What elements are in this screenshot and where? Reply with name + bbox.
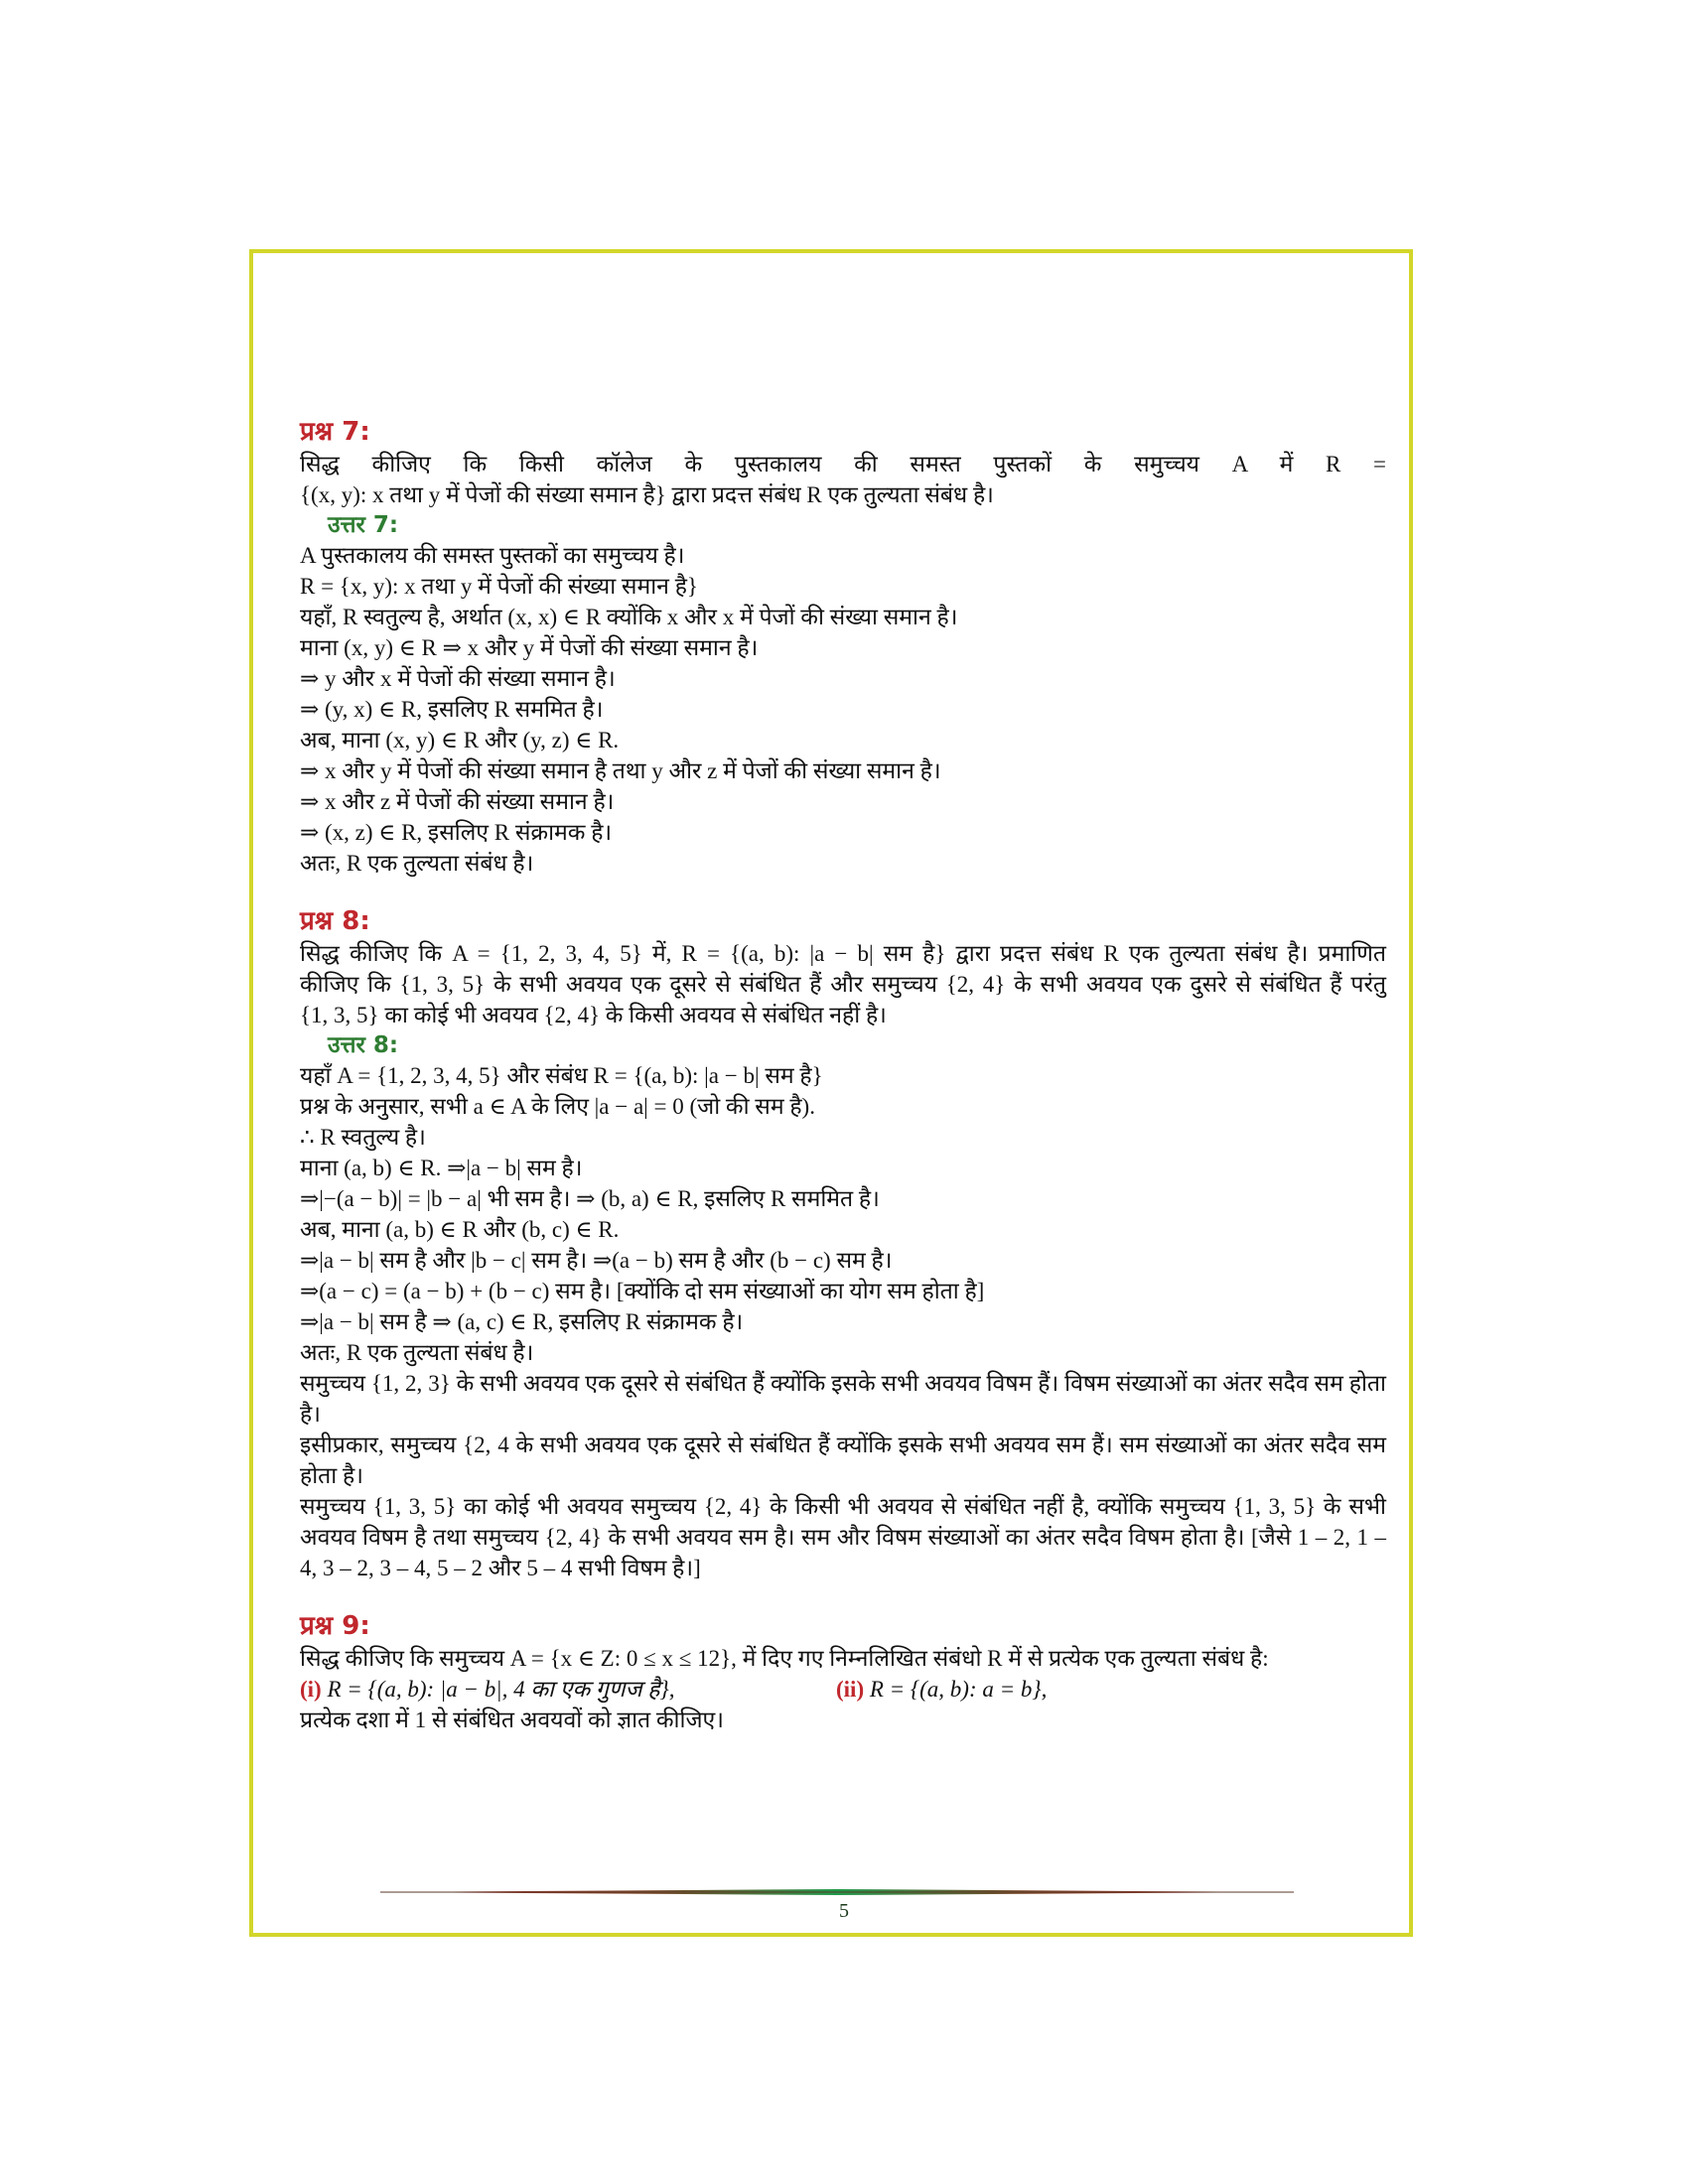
section-spacer: [300, 879, 1386, 904]
part-i-label: (i): [300, 1677, 322, 1702]
question-8: [300, 904, 1386, 1583]
answer-8-line: ⇒|a − b| सम है ⇒ (a, c) ∈ R, इसलिए R संक्रामक है।: [300, 1309, 744, 1334]
answer-8-paragraph: इसीप्रकार, समुच्चय {2, 4 के सभी अवयव एक दूसरे से संबंधित हैं क्योंकि इसके सभी अवयव सम हैं। सम संख्याओं का अंतर सदैव सम होता है।: [300, 1433, 1386, 1488]
answer-8-line: अतः, R एक तुल्यता संबंध है।: [300, 1340, 534, 1365]
answer-7-line: ⇒ (x, z) ∈ R, इसलिए R संक्रामक है।: [300, 820, 613, 845]
part-ii-text: R = {(a, b): a = b},: [864, 1677, 1048, 1702]
answer-8-line: ⇒|−(a − b)| = |b − a| भी सम है। ⇒ (b, a) ∈ R, इसलिए R सममित है।: [300, 1186, 880, 1211]
question-8-heading: प्रश्न 8:: [300, 906, 370, 936]
answer-8-line: माना (a, b) ∈ R. ⇒|a − b| सम है।: [300, 1156, 583, 1180]
answer-8-paragraph: समुच्चय {1, 2, 3} के सभी अवयव एक दूसरे से संबंधित हैं क्योंकि इसके सभी अवयव विषम हैं। विषम संख्याओं का अंतर सदैव सम होता है।: [300, 1371, 1386, 1427]
answer-7-line: यहाँ, R स्वतुल्य है, अर्थात (x, x) ∈ R क्योंकि x और x में पेजों की संख्या समान है।: [300, 605, 958, 629]
answer-7-line: A पुस्तकालय की समस्त पुस्तकों का समुच्चय है।: [300, 543, 685, 568]
answer-7-line: अब, माना (x, y) ∈ R और (y, z) ∈ R.: [300, 728, 620, 752]
answer-8-line: यहाँ A = {1, 2, 3, 4, 5} और संबंध R = {(a, b): |a − b| सम है}: [300, 1063, 823, 1088]
question-8-text-line-3: {1, 3, 5} का कोई भी अवयव {2, 4} के किसी अवयव से संबंधित नहीं है।: [300, 1003, 887, 1027]
part-i-text: R = {(a, b): |a − b|, 4 का एक गुणज है},: [321, 1677, 675, 1702]
question-9-text-line: सिद्ध कीजिए कि समुच्चय A = {x ∈ Z: 0 ≤ x ≤ 12}, में दिए गए निम्नलिखित संबंधो R में से प्रत्येक एक तुल्यता संबंध है:: [300, 1646, 1269, 1671]
page-number: 5: [839, 1900, 849, 1922]
answer-7-heading: उत्तर 7:: [328, 512, 399, 538]
question-7-text-line-1: सिद्ध कीजिए कि किसी कॉलेज के पुस्तकालय की समस्त पुस्तकों के समुच्चय A में R =: [300, 452, 1386, 477]
answer-8-line: प्रश्न के अनुसार, सभी a ∈ A के लिए |a − a| = 0 (जो की सम है).: [300, 1094, 815, 1119]
question-8-text-line-1: सिद्ध कीजिए कि A = {1, 2, 3, 4, 5} में, R = {(a, b): |a − b| सम है} द्वारा प्रदत्त संबंध R एक तुल्यता संबंध है। प्रमाणित: [300, 941, 1386, 966]
question-7: [300, 415, 1386, 879]
question-8-text-line-2: कीजिए कि {1, 3, 5} के सभी अवयव एक दूसरे से संबंधित हैं और समुच्चय {2, 4} के सभी अवयव एक दुसरे से संबंधित हैं परंतु: [300, 972, 1386, 997]
answer-7-line: ⇒ x और y में पेजों की संख्या समान है तथा y और z में पेजों की संख्या समान है।: [300, 758, 941, 783]
question-7-text-line-2: {(x, y): x तथा y में पेजों की संख्या समान है} द्वारा प्रदत्त संबंध R एक तुल्यता संबंध है।: [300, 482, 994, 507]
answer-7-line: ⇒ y और x में पेजों की संख्या समान है।: [300, 666, 616, 691]
answer-8-line: ⇒(a − c) = (a − b) + (b − c) सम है। [क्योंकि दो सम संख्याओं का योग सम होता है]: [300, 1279, 985, 1303]
answer-7-line: R = {x, y): x तथा y में पेजों की संख्या समान है}: [300, 574, 698, 599]
answer-7-line: ⇒ (y, x) ∈ R, इसलिए R सममित है।: [300, 697, 604, 722]
question-9-heading: प्रश्न 9:: [300, 1611, 370, 1641]
question-9: [300, 1609, 1386, 1735]
page-content: [300, 415, 1386, 1735]
answer-8-line: ⇒|a − b| सम है और |b − c| सम है। ⇒(a − b) सम है और (b − c) सम है।: [300, 1248, 893, 1273]
question-9-closing-line: प्रत्येक दशा में 1 से संबंधित अवयवों को ज्ञात कीजिए।: [300, 1707, 724, 1732]
answer-8-line: अब, माना (a, b) ∈ R और (b, c) ∈ R.: [300, 1217, 620, 1242]
question-9-parts: [300, 1674, 1386, 1705]
answer-8-heading: उत्तर 8:: [328, 1032, 399, 1058]
answer-7-line: ⇒ x और z में पेजों की संख्या समान है।: [300, 789, 615, 814]
question-9-part-i: [300, 1674, 836, 1705]
answer-8-paragraph: समुच्चय {1, 3, 5} का कोई भी अवयव समुच्चय {2, 4} के किसी भी अवयव से संबंधित नहीं है, क्योंकि समुच्चय {1, 3, 5} के सभी अवयव विषम है तथा समुच्चय {2, 4} के सभी अवयव सम है। सम और विषम संख्याओं का अंतर सदैव विषम होता है। [जैसे 1 – 2, 1 – 4, 3 – 2, 3 – 4, 5 – 2 और 5 – 4 सभी विषम है।]: [300, 1494, 1386, 1580]
answer-7-line: माना (x, y) ∈ R ⇒ x और y में पेजों की संख्या समान है।: [300, 635, 759, 660]
part-ii-label: (ii): [836, 1677, 865, 1702]
footer-divider-icon: [380, 1889, 1294, 1895]
answer-8-line: ∴ R स्वतुल्य है।: [300, 1125, 426, 1150]
question-7-heading: प्रश्न 7:: [300, 417, 370, 447]
question-9-part-ii: [836, 1674, 1047, 1705]
section-spacer: [300, 1583, 1386, 1609]
answer-7-line: अतः, R एक तुल्यता संबंध है।: [300, 851, 534, 876]
